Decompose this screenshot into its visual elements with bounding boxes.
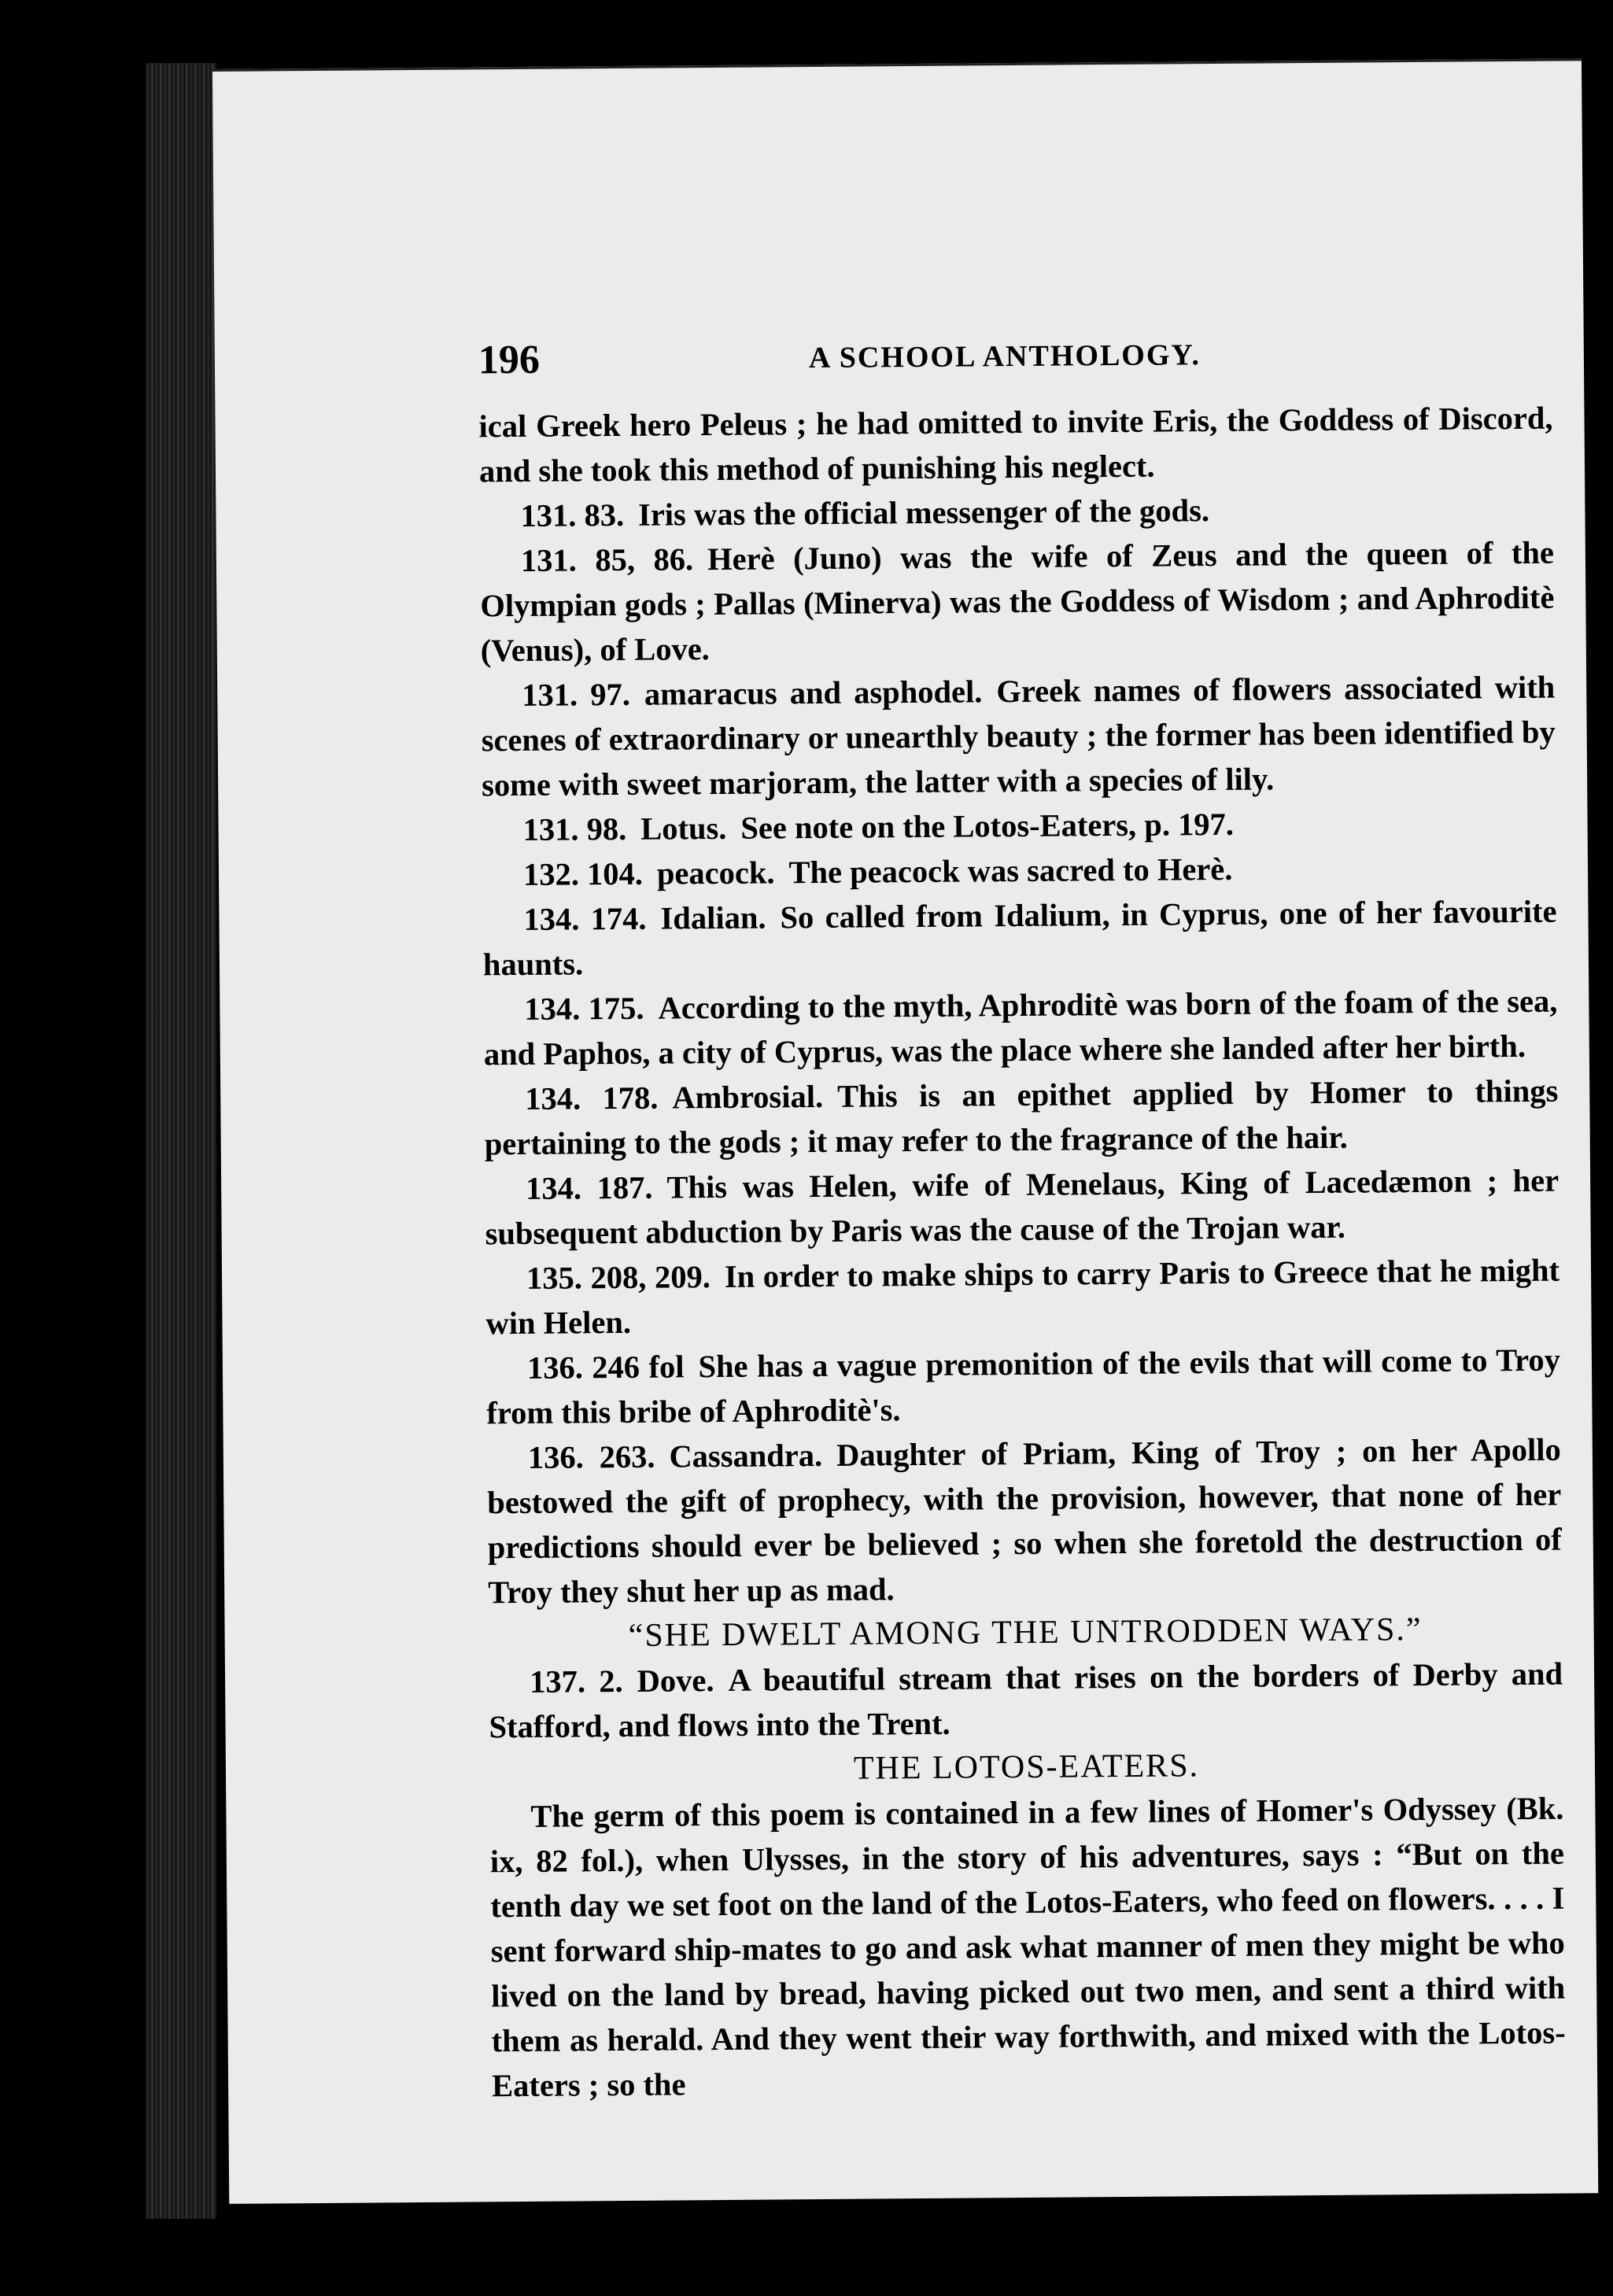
note-ref: 136. 246 fol	[526, 1349, 685, 1386]
note-item	[487, 1427, 1563, 1615]
note-lemma: Ambrosial.	[672, 1078, 824, 1116]
note-text: So called from Idalium, in Cyprus, one of her favourite haunts.	[482, 893, 1557, 983]
note-ref: 131. 83.	[520, 496, 625, 533]
note-text: According to the myth, Aphroditè was born of the foam of the sea, and Paphos, a city of Cyprus, was the place where she landed after her birth.	[483, 983, 1558, 1072]
note-text: The peacock was sacred to Herè.	[788, 851, 1233, 891]
note-item	[479, 485, 1553, 539]
note-text: In order to make ships to carry Paris to Greece that he might win Helen.	[485, 1252, 1560, 1342]
section-heading: THE LOTOS-EATERS.	[853, 1748, 1200, 1787]
page-number: 196	[478, 337, 541, 383]
note-item	[482, 844, 1556, 898]
note-text: She has a vague premonition of the evils that will come to Troy from this bribe of Aphroditè's.	[486, 1342, 1561, 1431]
body-paragraph: The germ of this poem is contained in a few lines of Homer's Odyssey (Bk. ix, 82 fol.), when Ulysses, in the story of his adventures, says : “But on the tenth day we set foot on the land of the Lotos-Eaters, who feed on flowers. . . . I sent forward ship-mates to go and ask what manner of men they might be who lived on the land by bread, having picked out two men, and sent a third with them as herald. And they went their way forthwith, and mixed with the Lotos-Eaters ; so the	[489, 1790, 1566, 2104]
book-spine-edge	[146, 63, 216, 2219]
note-text: See note on the Lotos-Eaters, p. 197.	[740, 806, 1235, 846]
note-text: Greek names of flowers associated with scenes of extraordinary or unearthly beauty ; the former has been identified by some with sweet marjoram, the latter with a species of lily.	[481, 669, 1556, 803]
note-ref: 134. 178.	[525, 1080, 659, 1117]
note-ref: 132. 104.	[522, 855, 644, 892]
note-ref: 134. 175.	[524, 990, 644, 1027]
note-lemma: Dove.	[637, 1663, 714, 1699]
note-text: Daughter of Priam, King of Troy ; on her Apollo bestowed the gift of prophecy, with the provision, however, that none of her predictions should ever be believed ; so when she foretold the destruction of Troy they shut her up as mad.	[487, 1431, 1562, 1611]
note-lemma: amaracus and asphodel.	[644, 674, 983, 712]
note-item	[485, 1158, 1559, 1257]
note-lemma: Lotus.	[640, 810, 727, 847]
note-ref: 135. 208, 209.	[526, 1259, 711, 1296]
note-lemma: peacock.	[656, 855, 775, 891]
book-page	[212, 58, 1598, 2204]
note-ref: 134. 187.	[526, 1169, 653, 1206]
note-item	[486, 1338, 1561, 1436]
note-ref: 131. 97.	[522, 676, 631, 713]
note-ref: 136. 263.	[527, 1438, 655, 1475]
note-lemma: Cassandra.	[669, 1437, 823, 1475]
note-item	[485, 1248, 1560, 1346]
note-text: This is an epithet applied by Homer to things pertaining to the gods ; it may refer to the fragrance of the hair.	[484, 1072, 1559, 1162]
note-item	[482, 889, 1557, 987]
note-item	[489, 1652, 1563, 1750]
note-item	[483, 979, 1558, 1077]
note-text: This was Helen, wife of Menelaus, King of Lacedæmon ; her subsequent abduction by Paris was the cause of the Trojan war.	[485, 1162, 1559, 1252]
note-ref: 131. 85, 86.	[520, 541, 694, 578]
page-body	[478, 396, 1566, 2109]
section-heading: “SHE DWELT AMONG THE UNTRODDEN WAYS.”	[628, 1611, 1423, 1654]
continuation-paragraph: ical Greek hero Peleus ; he had omitted to invite Eris, the Goddess of Discord, and she took this method of punishing his neglect.	[478, 400, 1553, 489]
note-ref: 131. 98.	[522, 810, 627, 847]
note-item	[484, 1069, 1559, 1167]
note-item	[480, 530, 1555, 674]
note-text: A beautiful stream that rises on the borders of Derby and Stafford, and flows into the Trent.	[489, 1656, 1563, 1745]
note-item	[482, 799, 1556, 853]
note-item	[481, 665, 1556, 808]
note-text: Herè (Juno) was the wife of Zeus and the queen of the Olympian gods ; Pallas (Minerva) was the Goddess of Wisdom ; and Aphroditè (Venus), of Love.	[480, 534, 1555, 669]
page-header	[478, 330, 1419, 392]
note-text: Iris was the official messenger of the gods.	[637, 493, 1210, 533]
note-ref: 134. 174.	[523, 900, 647, 937]
note-ref: 137. 2.	[529, 1663, 623, 1700]
note-lemma: Idalian.	[660, 899, 766, 936]
running-title: A SCHOOL ANTHOLOGY.	[808, 338, 1201, 375]
